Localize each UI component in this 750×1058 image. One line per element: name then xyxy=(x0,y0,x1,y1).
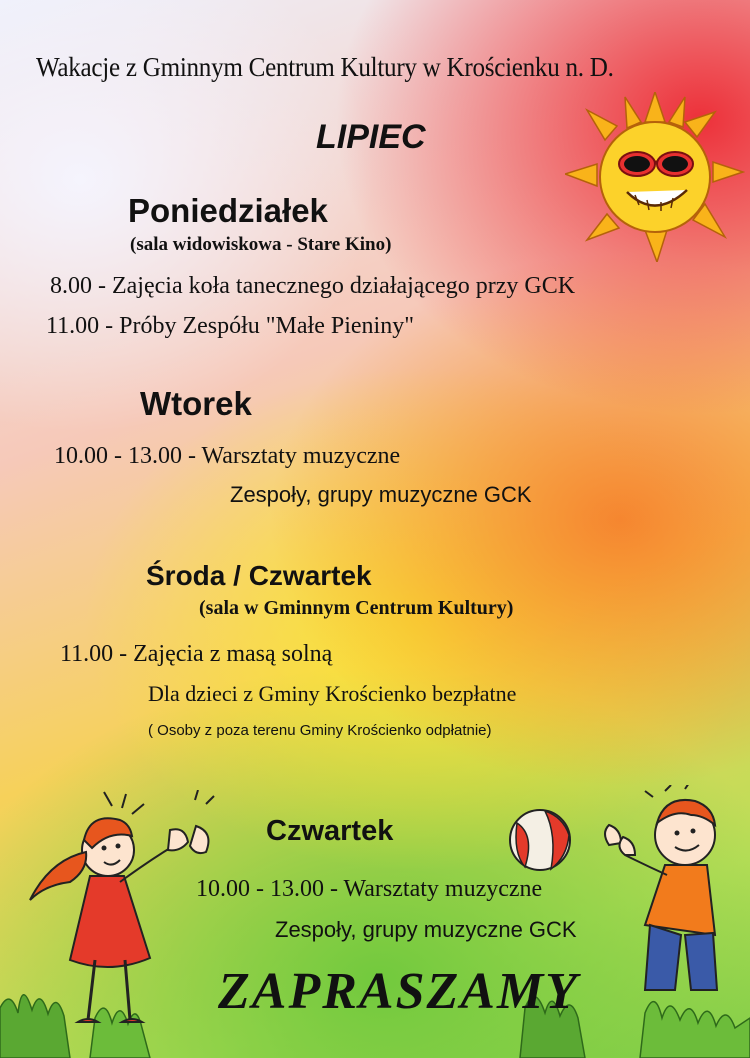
wed-thu-line-2: Dla dzieci z Gminy Krościenko bezpłatne xyxy=(148,681,517,706)
month-heading: LIPIEC xyxy=(316,118,426,156)
thursday-heading: Czwartek xyxy=(266,815,394,847)
wed-thu-line-3: ( Osoby z poza terenu Gminy Krościenko odpłatnie) xyxy=(148,722,492,739)
monday-item-2: 11.00 - Próby Zespółu "Małe Pieniny" xyxy=(46,313,415,339)
thursday-line-2: Zespoły, grupy muzyczne GCK xyxy=(275,917,577,942)
sun-with-sunglasses-icon xyxy=(565,92,745,262)
monday-item-1: 8.00 - Zajęcia koła tanecznego działającego przy GCK xyxy=(50,273,576,299)
wed-thu-venue: (sala w Gminnym Centrum Kultury) xyxy=(199,597,514,619)
boy-illustration xyxy=(595,785,745,1025)
monday-venue: (sala widowiskowa - Stare Kino) xyxy=(130,234,392,255)
wed-thu-heading: Środa / Czwartek xyxy=(146,560,372,591)
page-title: Wakacje z Gminnym Centrum Kultury w Krościenku n. D. xyxy=(36,52,614,82)
ball-icon xyxy=(505,805,575,875)
wed-thu-line-1: 11.00 - Zajęcia z masą solną xyxy=(60,641,333,667)
tuesday-line-1: 10.00 - 13.00 - Warsztaty muzyczne xyxy=(54,443,401,469)
tuesday-heading: Wtorek xyxy=(140,385,252,422)
thursday-line-1: 10.00 - 13.00 - Warsztaty muzyczne xyxy=(196,876,543,902)
girl-illustration xyxy=(0,790,240,1050)
invite-footer: ZAPRASZAMY xyxy=(218,963,579,1020)
monday-heading: Poniedziałek xyxy=(128,192,328,229)
tuesday-line-2: Zespoły, grupy muzyczne GCK xyxy=(230,482,532,507)
